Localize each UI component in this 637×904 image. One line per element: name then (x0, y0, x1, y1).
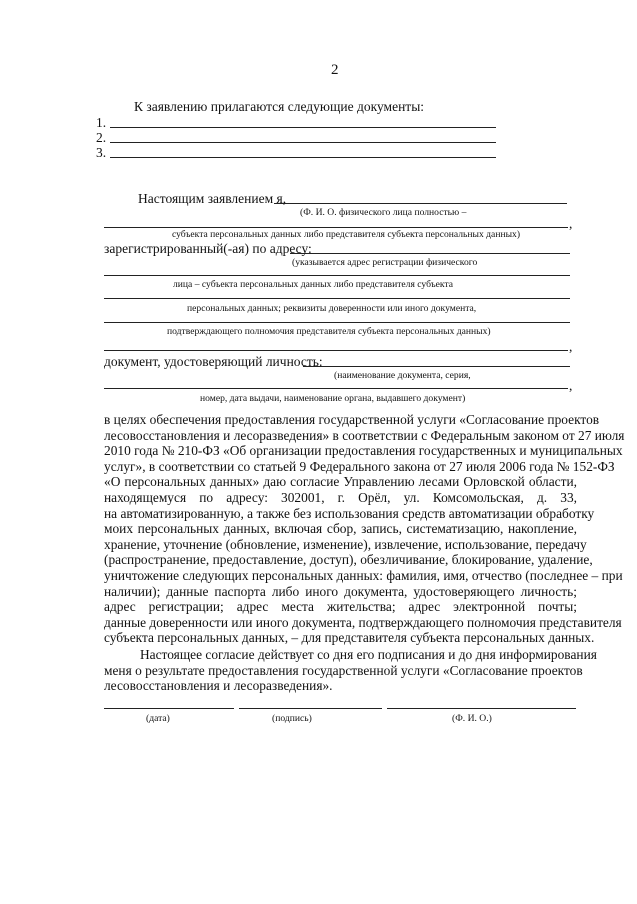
id-doc-line-2[interactable] (104, 388, 568, 389)
address-line-4[interactable] (104, 322, 570, 323)
id-doc-line-1[interactable] (303, 366, 570, 367)
consent-intro: Настоящим заявлением я, (138, 191, 287, 206)
body-line: данные доверенности или иного документа, подтверждающего полномочия представителя (104, 614, 622, 630)
hint-doc-1: (наименование документа, серия, (334, 370, 471, 381)
date-caption: (дата) (146, 713, 170, 724)
registered-label: зарегистрированный(-ая) по адресу: (104, 241, 312, 256)
fio-line-2[interactable] (104, 227, 568, 228)
address-line-5[interactable] (104, 350, 568, 351)
hint-fio-1: (Ф. И. О. физического лица полностью – (300, 207, 467, 218)
body-line: адрес регистрации; адрес места жительства; адрес электронной почты; (104, 599, 577, 615)
comma-3: , (569, 378, 573, 393)
body-line: хранение, уточнение (обновление, изменение), извлечение, использование, передачу (104, 536, 587, 552)
id-doc-label: документ, удостоверяющий личность: (104, 354, 323, 369)
body-line: услуг», в соответствии со статьей 9 Федерального закона от 27 июля 2006 года № 152-ФЗ (104, 458, 615, 474)
date-line[interactable] (104, 708, 234, 709)
address-line-3[interactable] (104, 298, 570, 299)
body-line: «О персональных данных» даю согласие Управлению лесами Орловской области, (104, 474, 577, 490)
consent-body (104, 412, 625, 646)
fio-caption: (Ф. И. О.) (452, 713, 492, 724)
body-line: 2010 года № 210-ФЗ «Об организации предоставления государственных и муниципальных (104, 443, 623, 459)
body-line: в целях обеспечения предоставления государственной услуги «Согласование проектов (104, 412, 600, 427)
validity-line: лесовосстановления и лесоразведения». (104, 678, 333, 694)
attachment-number-3: 3. (96, 145, 107, 160)
attachment-line-2[interactable] (110, 142, 496, 143)
attachment-number-1: 1. (96, 115, 107, 130)
signature-caption: (подпись) (272, 713, 312, 724)
signature-line[interactable] (239, 708, 382, 709)
body-line: уничтожение следующих персональных данных: фамилия, имя, отчество (последнее – при (104, 567, 623, 583)
validity-line: меня о результате предоставления государственной услуги «Согласование проектов (104, 662, 583, 678)
body-line: (распространение, предоставление, доступ), обезличивание, блокирование, удаление, (104, 552, 593, 568)
hint-addr-1: (указывается адрес регистрации физического (292, 257, 478, 268)
hint-addr-3: персональных данных; реквизиты доверенности или иного документа, (187, 303, 477, 314)
attachment-line-1[interactable] (110, 127, 496, 128)
fio-signature-line[interactable] (387, 708, 576, 709)
validity-line: Настоящее согласие действует со дня его подписания и до дня информирования (140, 647, 597, 662)
attachment-number-2: 2. (96, 130, 107, 145)
comma-1: , (569, 216, 573, 231)
body-line: субъекта персональных данных, – для представителя субъекта персональных данных. (104, 630, 595, 646)
hint-doc-2: номер, дата выдачи, наименование органа, выдавшего документ) (200, 393, 466, 404)
hint-addr-2: лица – субъекта персональных данных либо представителя субъекта (173, 279, 454, 290)
attachment-line-3[interactable] (110, 157, 496, 158)
body-line: лесовосстановления и лесоразведения» в соответствии с Федеральным законом от 27 июля (104, 427, 625, 443)
page-number: 2 (331, 62, 339, 78)
attachments-heading: К заявлению прилагаются следующие документы: (134, 99, 425, 114)
address-line-1[interactable] (290, 253, 570, 254)
hint-addr-4: подтверждающего полномочия представителя субъекта персональных данных) (167, 326, 491, 337)
address-line-2[interactable] (104, 275, 570, 276)
fio-line-1[interactable] (274, 203, 567, 204)
body-line: на автоматизированную, а также без использования средств автоматизации обработку (104, 505, 595, 521)
body-line: наличии); данные паспорта либо иного документа, удостоверяющего личность; (104, 583, 577, 599)
comma-2: , (569, 339, 573, 354)
body-line: находящемуся по адресу: 302001, г. Орёл, ул. Комсомольская, д. 33, (104, 489, 577, 505)
hint-fio-2: субъекта персональных данных либо представителя субъекта персональных данных) (172, 229, 521, 240)
validity-paragraph (104, 647, 597, 694)
body-line: моих персональных данных, включая сбор, запись, систематизацию, накопление, (104, 521, 577, 537)
